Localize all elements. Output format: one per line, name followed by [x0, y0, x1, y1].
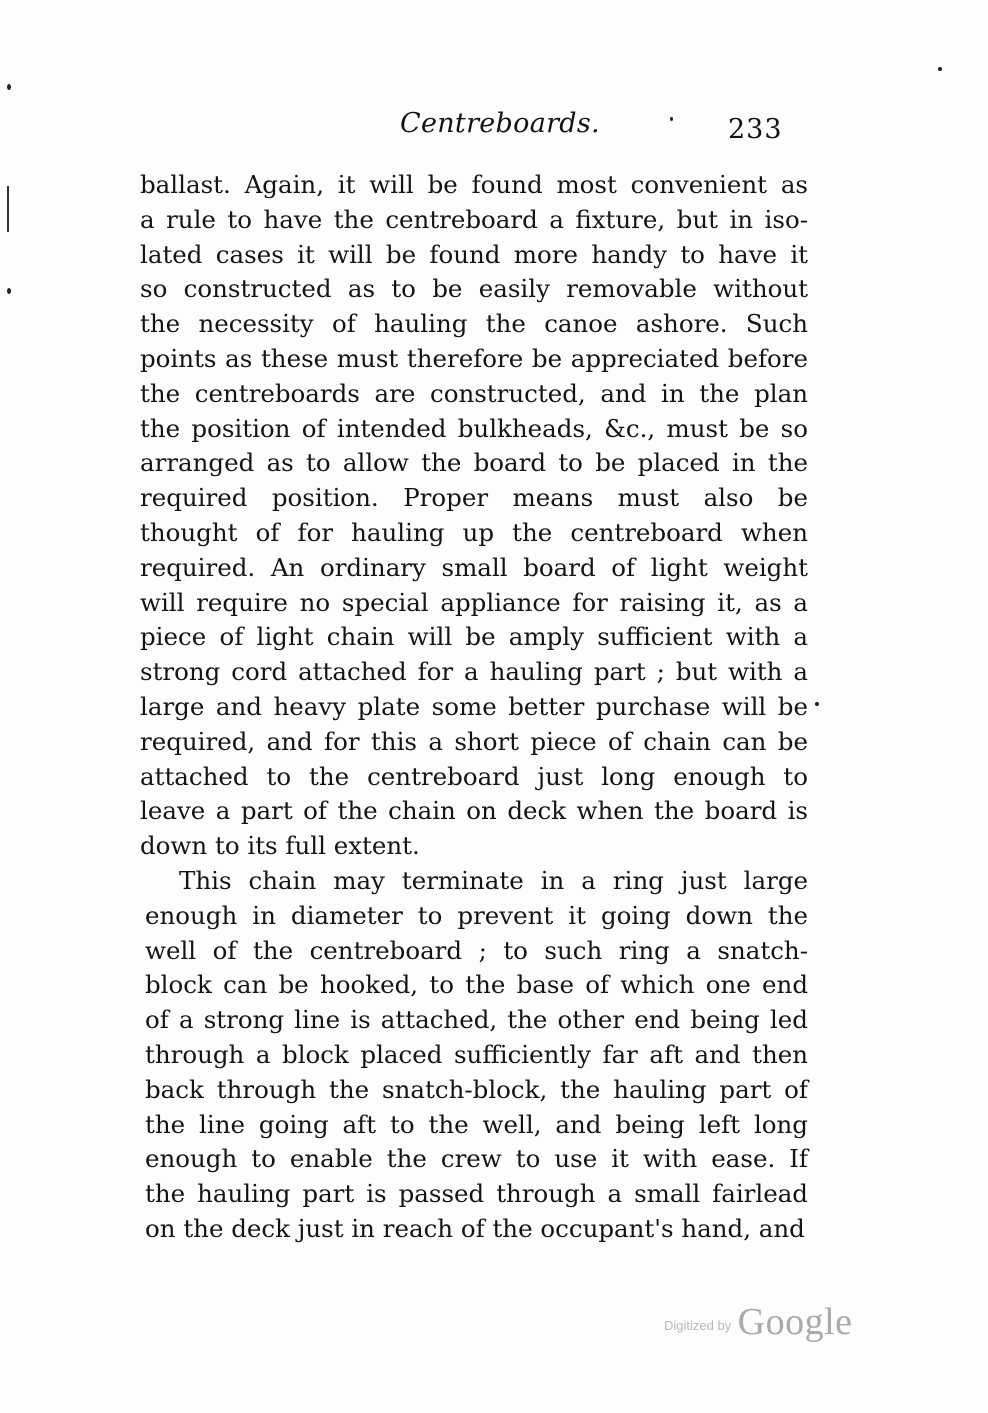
- text-line: block can be hooked, to the base of which one end: [145, 970, 808, 1000]
- page-number: 233: [728, 114, 783, 145]
- text-line: the hauling part is passed through a small fairlead: [145, 1179, 808, 1209]
- text-line: thought of for hauling up the centreboard when: [140, 517, 808, 547]
- text-line: down to its full extent.: [140, 831, 420, 861]
- running-title: Centreboards.: [400, 108, 600, 139]
- text-line: attached to the centreboard just long enough to: [140, 761, 808, 791]
- text-line: points as these must therefore be appreciated before: [140, 343, 808, 373]
- paragraph: [140, 864, 808, 1247]
- text-line: large and heavy plate some better purchase will be: [140, 691, 808, 721]
- text-line: so constructed as to be easily removable without: [140, 274, 808, 304]
- body-text: [140, 168, 808, 1247]
- text-line: required. An ordinary small board of light weight: [140, 552, 808, 582]
- text-line: required, and for this a short piece of chain can be: [140, 726, 808, 756]
- running-header: [0, 108, 988, 148]
- text-line: the necessity of hauling the canoe ashore. Such: [140, 309, 808, 339]
- scan-speck: [7, 288, 11, 294]
- text-line: the line going aft to the well, and being left long: [145, 1109, 808, 1139]
- text-line: required position. Proper means must also be: [140, 483, 808, 513]
- margin-mark: [7, 186, 9, 232]
- scan-speck: [670, 117, 673, 121]
- scan-speck: [815, 702, 819, 706]
- text-line: arranged as to allow the board to be placed in the: [140, 448, 808, 478]
- text-line: of a strong line is attached, the other end being led: [145, 1005, 808, 1035]
- text-line: leave a part of the chain on deck when the board is: [140, 796, 808, 826]
- text-line: piece of light chain will be amply sufficient with a: [140, 622, 808, 652]
- text-line: on the deck just in reach of the occupant's hand, and: [145, 1213, 805, 1243]
- text-line: strong cord attached for a hauling part ; but with a: [140, 657, 808, 687]
- text-line: This chain may terminate in a ring just large: [179, 865, 808, 895]
- text-line: the centreboards are constructed, and in the plan: [140, 378, 808, 408]
- watermark-brand: Google: [737, 1301, 853, 1343]
- text-line: the position of intended bulkheads, &c., must be so: [140, 413, 808, 443]
- scan-speck: [938, 67, 942, 71]
- digitized-watermark: [664, 1300, 853, 1350]
- text-line: lated cases it will be found more handy to have it: [140, 239, 808, 269]
- text-line: enough to enable the crew to use it with ease. If: [145, 1144, 808, 1174]
- text-line: enough in diameter to prevent it going down the: [145, 900, 808, 930]
- text-line: ballast. Again, it will be found most convenient as: [140, 170, 808, 199]
- paragraph: [140, 168, 808, 864]
- text-line: well of the centreboard ; to such ring a snatch-: [145, 935, 808, 965]
- scan-speck: [7, 84, 11, 90]
- text-line: through a block placed sufficiently far aft and then: [145, 1039, 808, 1069]
- text-line: a rule to have the centreboard a fixture, but in iso-: [140, 204, 808, 234]
- text-line: will require no special appliance for raising it, as a: [140, 587, 808, 617]
- watermark-prefix: Digitized by: [664, 1318, 732, 1333]
- text-line: back through the snatch-block, the hauling part of: [145, 1074, 808, 1104]
